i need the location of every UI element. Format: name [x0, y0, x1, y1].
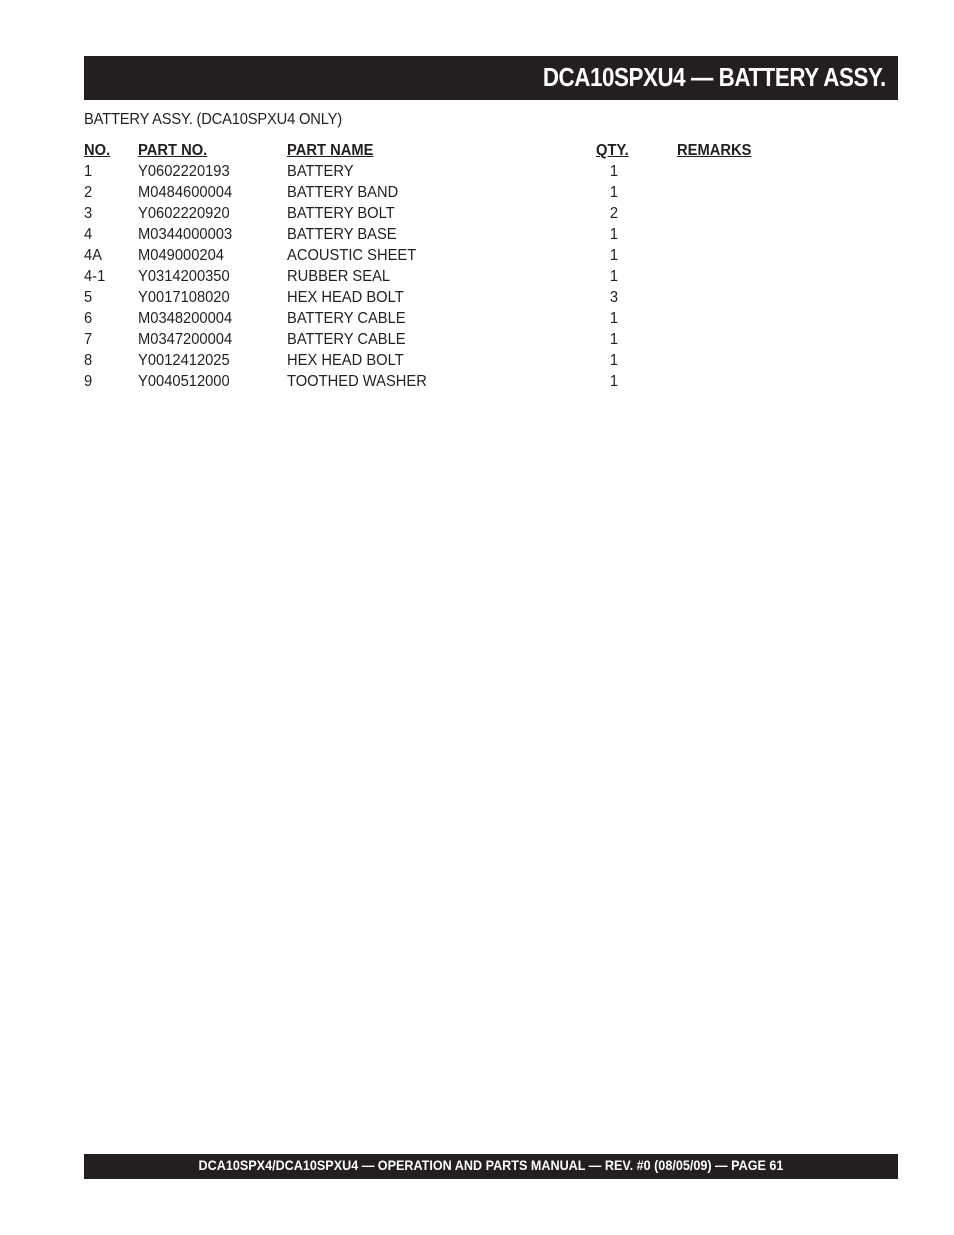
cell-no: 9 [84, 373, 93, 390]
cell-part-name: TOOTHED WASHER [287, 373, 427, 390]
cell-no: 2 [84, 184, 93, 201]
cell-qty: 1 [609, 226, 619, 243]
table-row [84, 329, 784, 350]
column-header-part-no: PART NO. [138, 142, 208, 159]
column-header-qty: QTY. [596, 142, 629, 159]
cell-qty: 2 [609, 205, 619, 222]
table-row [84, 203, 784, 224]
cell-part-no: Y0040512000 [138, 373, 230, 390]
table-row [84, 245, 784, 266]
table-body [84, 161, 784, 392]
table-row [84, 224, 784, 245]
cell-part-name: BATTERY BAND [287, 184, 399, 201]
table-row [84, 287, 784, 308]
cell-no: 4 [84, 226, 93, 243]
cell-no: 6 [84, 310, 93, 327]
column-header-no: NO. [84, 142, 111, 159]
cell-no: 4-1 [84, 268, 106, 285]
cell-qty: 1 [609, 352, 619, 369]
table-row [84, 308, 784, 329]
cell-part-no: Y0017108020 [138, 289, 230, 306]
cell-no: 4A [84, 247, 103, 264]
cell-part-no: M0348200004 [138, 310, 233, 327]
cell-no: 8 [84, 352, 93, 369]
cell-part-name: HEX HEAD BOLT [287, 289, 404, 306]
table-header-row [84, 140, 784, 161]
cell-qty: 1 [609, 268, 619, 285]
page-title: DCA10SPXU4 — BATTERY ASSY. [543, 62, 886, 92]
cell-part-no: Y0602220920 [138, 205, 230, 222]
page-footer: DCA10SPX4/DCA10SPXU4 — OPERATION AND PARTS MANUAL — REV. #0 (08/05/09) — PAGE 61 [198, 1157, 784, 1173]
cell-part-no: M0344000003 [138, 226, 233, 243]
parts-table [84, 140, 784, 392]
cell-qty: 3 [609, 289, 619, 306]
cell-qty: 1 [609, 373, 619, 390]
table-row [84, 266, 784, 287]
table-row [84, 161, 784, 182]
cell-no: 5 [84, 289, 93, 306]
cell-part-no: Y0602220193 [138, 163, 230, 180]
cell-part-name: BATTERY CABLE [287, 331, 406, 348]
cell-part-no: Y0012412025 [138, 352, 230, 369]
cell-part-name: BATTERY CABLE [287, 310, 406, 327]
section-subtitle: BATTERY ASSY. (DCA10SPXU4 ONLY) [84, 111, 343, 128]
cell-part-no: M0347200004 [138, 331, 233, 348]
column-header-part-name: PART NAME [287, 142, 374, 159]
cell-part-name: RUBBER SEAL [287, 268, 391, 285]
page-title-bar [84, 56, 898, 100]
cell-part-no: Y0314200350 [138, 268, 230, 285]
cell-qty: 1 [609, 184, 619, 201]
table-row [84, 371, 784, 392]
cell-part-name: BATTERY BASE [287, 226, 397, 243]
column-header-remarks: REMARKS [677, 142, 752, 159]
cell-part-name: ACOUSTIC SHEET [287, 247, 417, 264]
cell-qty: 1 [609, 247, 619, 264]
cell-part-name: BATTERY BOLT [287, 205, 395, 222]
cell-qty: 1 [609, 163, 619, 180]
cell-part-name: BATTERY [287, 163, 354, 180]
cell-qty: 1 [609, 310, 619, 327]
page-footer-bar [84, 1154, 898, 1179]
cell-qty: 1 [609, 331, 619, 348]
cell-no: 7 [84, 331, 93, 348]
cell-part-no: M049000204 [138, 247, 224, 264]
table-row [84, 350, 784, 371]
cell-part-name: HEX HEAD BOLT [287, 352, 404, 369]
cell-part-no: M0484600004 [138, 184, 233, 201]
cell-no: 1 [84, 163, 93, 180]
table-row [84, 182, 784, 203]
cell-no: 3 [84, 205, 93, 222]
